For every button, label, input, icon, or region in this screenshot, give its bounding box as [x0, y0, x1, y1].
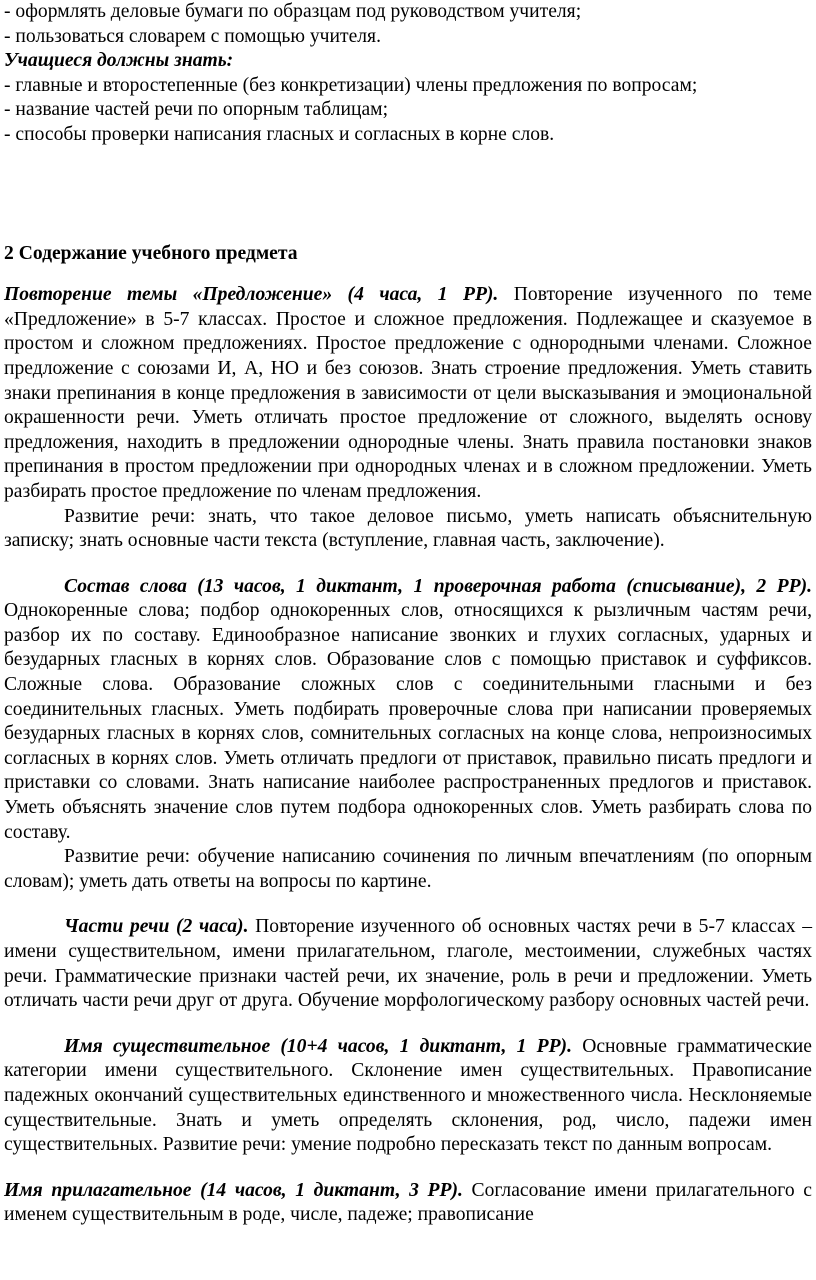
spacer [4, 266, 812, 283]
list-item: - способы проверки написания гласных и согласных в корне слов. [4, 123, 555, 145]
paragraph-text: Повторение изученного по теме «Предложение» в 5-7 классах. Простое и сложное предложения. Подлежащее и сказуемое в простом и сложном предложениях. Простое предложение с однородными членами. Сложное предложение с союзами И, А, НО и без союзов. Знать строение предложения. Уметь ставить знаки препинания в конце предложения в зависимости от цели высказывания и эмоциональной окрашенности речи. Уметь отличать простое предложение от сложного, выделять основу предложения, находить в предложении однородные члены. Знать правила постановки знаков препинания в простом предложении при однородных членах и в сложном предложении. Уметь разбирать простое предложение по членам предложения. [4, 284, 812, 502]
list-item: - пользоваться словарем с помощью учителя. [4, 25, 381, 47]
list-item: - оформлять деловые бумаги по образцам под руководством учителя; [4, 1, 582, 22]
list-item: - название частей речи по опорным таблицам; [4, 99, 389, 121]
paragraph-heading: Состав слова (13 часов, 1 диктант, 1 проверочная работа (списывание), 2 РР). [64, 575, 812, 597]
spacer [4, 1014, 812, 1035]
paragraph-heading: Имя существительное (10+4 часов, 1 диктант, 1 РР). [64, 1035, 572, 1057]
paragraph-text: Однокоренные слова; подбор однокоренных слов, относящихся к рызличным частям речи, разбор их по составу. Единообразное написание звонких и глухих согласных, ударных и безударных гласных в корнях слов. Образование слов с помощью приставок и суффиксов. Сложные слова. Образование сложных слов с соединительными гласными и без соединительных гласных. Уметь подбирать проверочные слова при написании проверяемых безударных гласных в корнях слов, сомнительных согласных на конце слова, непроизносимых согласных в корнях слов. Уметь отличать предлоги от приставок, правильно писать предлоги и приставки со словами. Знать написание наиболее распространенных предлогов и приставок. Уметь объяснять значение слов путем подбора однокоренных слов. Уметь разбирать слова по составу. [4, 600, 812, 843]
paragraph-parts [4, 915, 812, 1013]
paragraph-sentence [4, 283, 812, 504]
paragraph-text: Согласование имени прилагательного с именем существительным в роде, числе, падеже; правописание [4, 1179, 812, 1226]
must-know-heading: Учащиеся должны знать: [4, 50, 234, 72]
spacer [4, 148, 812, 242]
paragraph-speech: Развитие речи: знать, что такое деловое письмо, уметь написать объяснительную записку; знать основные части текста (вступление, главная часть, заключение). [4, 505, 812, 552]
paragraph-heading: Части речи (2 часа). [64, 916, 249, 938]
section-title: 2 Содержание учебного предмета [4, 242, 298, 264]
spacer [4, 1158, 812, 1179]
spacer [4, 894, 812, 915]
paragraph-speech: Развитие речи: обучение написанию сочинения по личным впечатлениям (по опорным словам); уметь дать ответы на вопросы по картине. [4, 846, 812, 892]
paragraph-heading: Повторение темы «Предложение» (4 часа, 1 РР). [4, 284, 499, 306]
paragraph-adjective [4, 1179, 812, 1228]
spacer [4, 554, 812, 575]
paragraph-text: Повторение изученного об основных частях речи в 5-7 классах – имени существительном, имени прилагательном, глаголе, местоимении, служебных частях речи. Грамматические признаки частей речи, их значение, роль в речи и предложении. Уметь отличать части речи друг от друга. Обучение морфологическому разбору основных частей речи. [4, 916, 812, 1012]
paragraph-word [4, 575, 812, 846]
paragraph-heading: Имя прилагательное (14 часов, 1 диктант, 3 РР). [4, 1179, 463, 1201]
list-item: - главные и второстепенные (без конкретизации) члены предложения по вопросам; [4, 74, 698, 96]
paragraph-text: Основные грамматические категории имени существительного. Склонение имен существительных. Правописание падежных окончаний существительных единственного и множественного числа. Несклоняемые существительные. Знать и уметь определять склонения, род, число, падежи имен существительных. Развитие речи: умение подробно пересказать текст по данным вопросам. [4, 1035, 812, 1156]
paragraph-noun [4, 1035, 812, 1158]
